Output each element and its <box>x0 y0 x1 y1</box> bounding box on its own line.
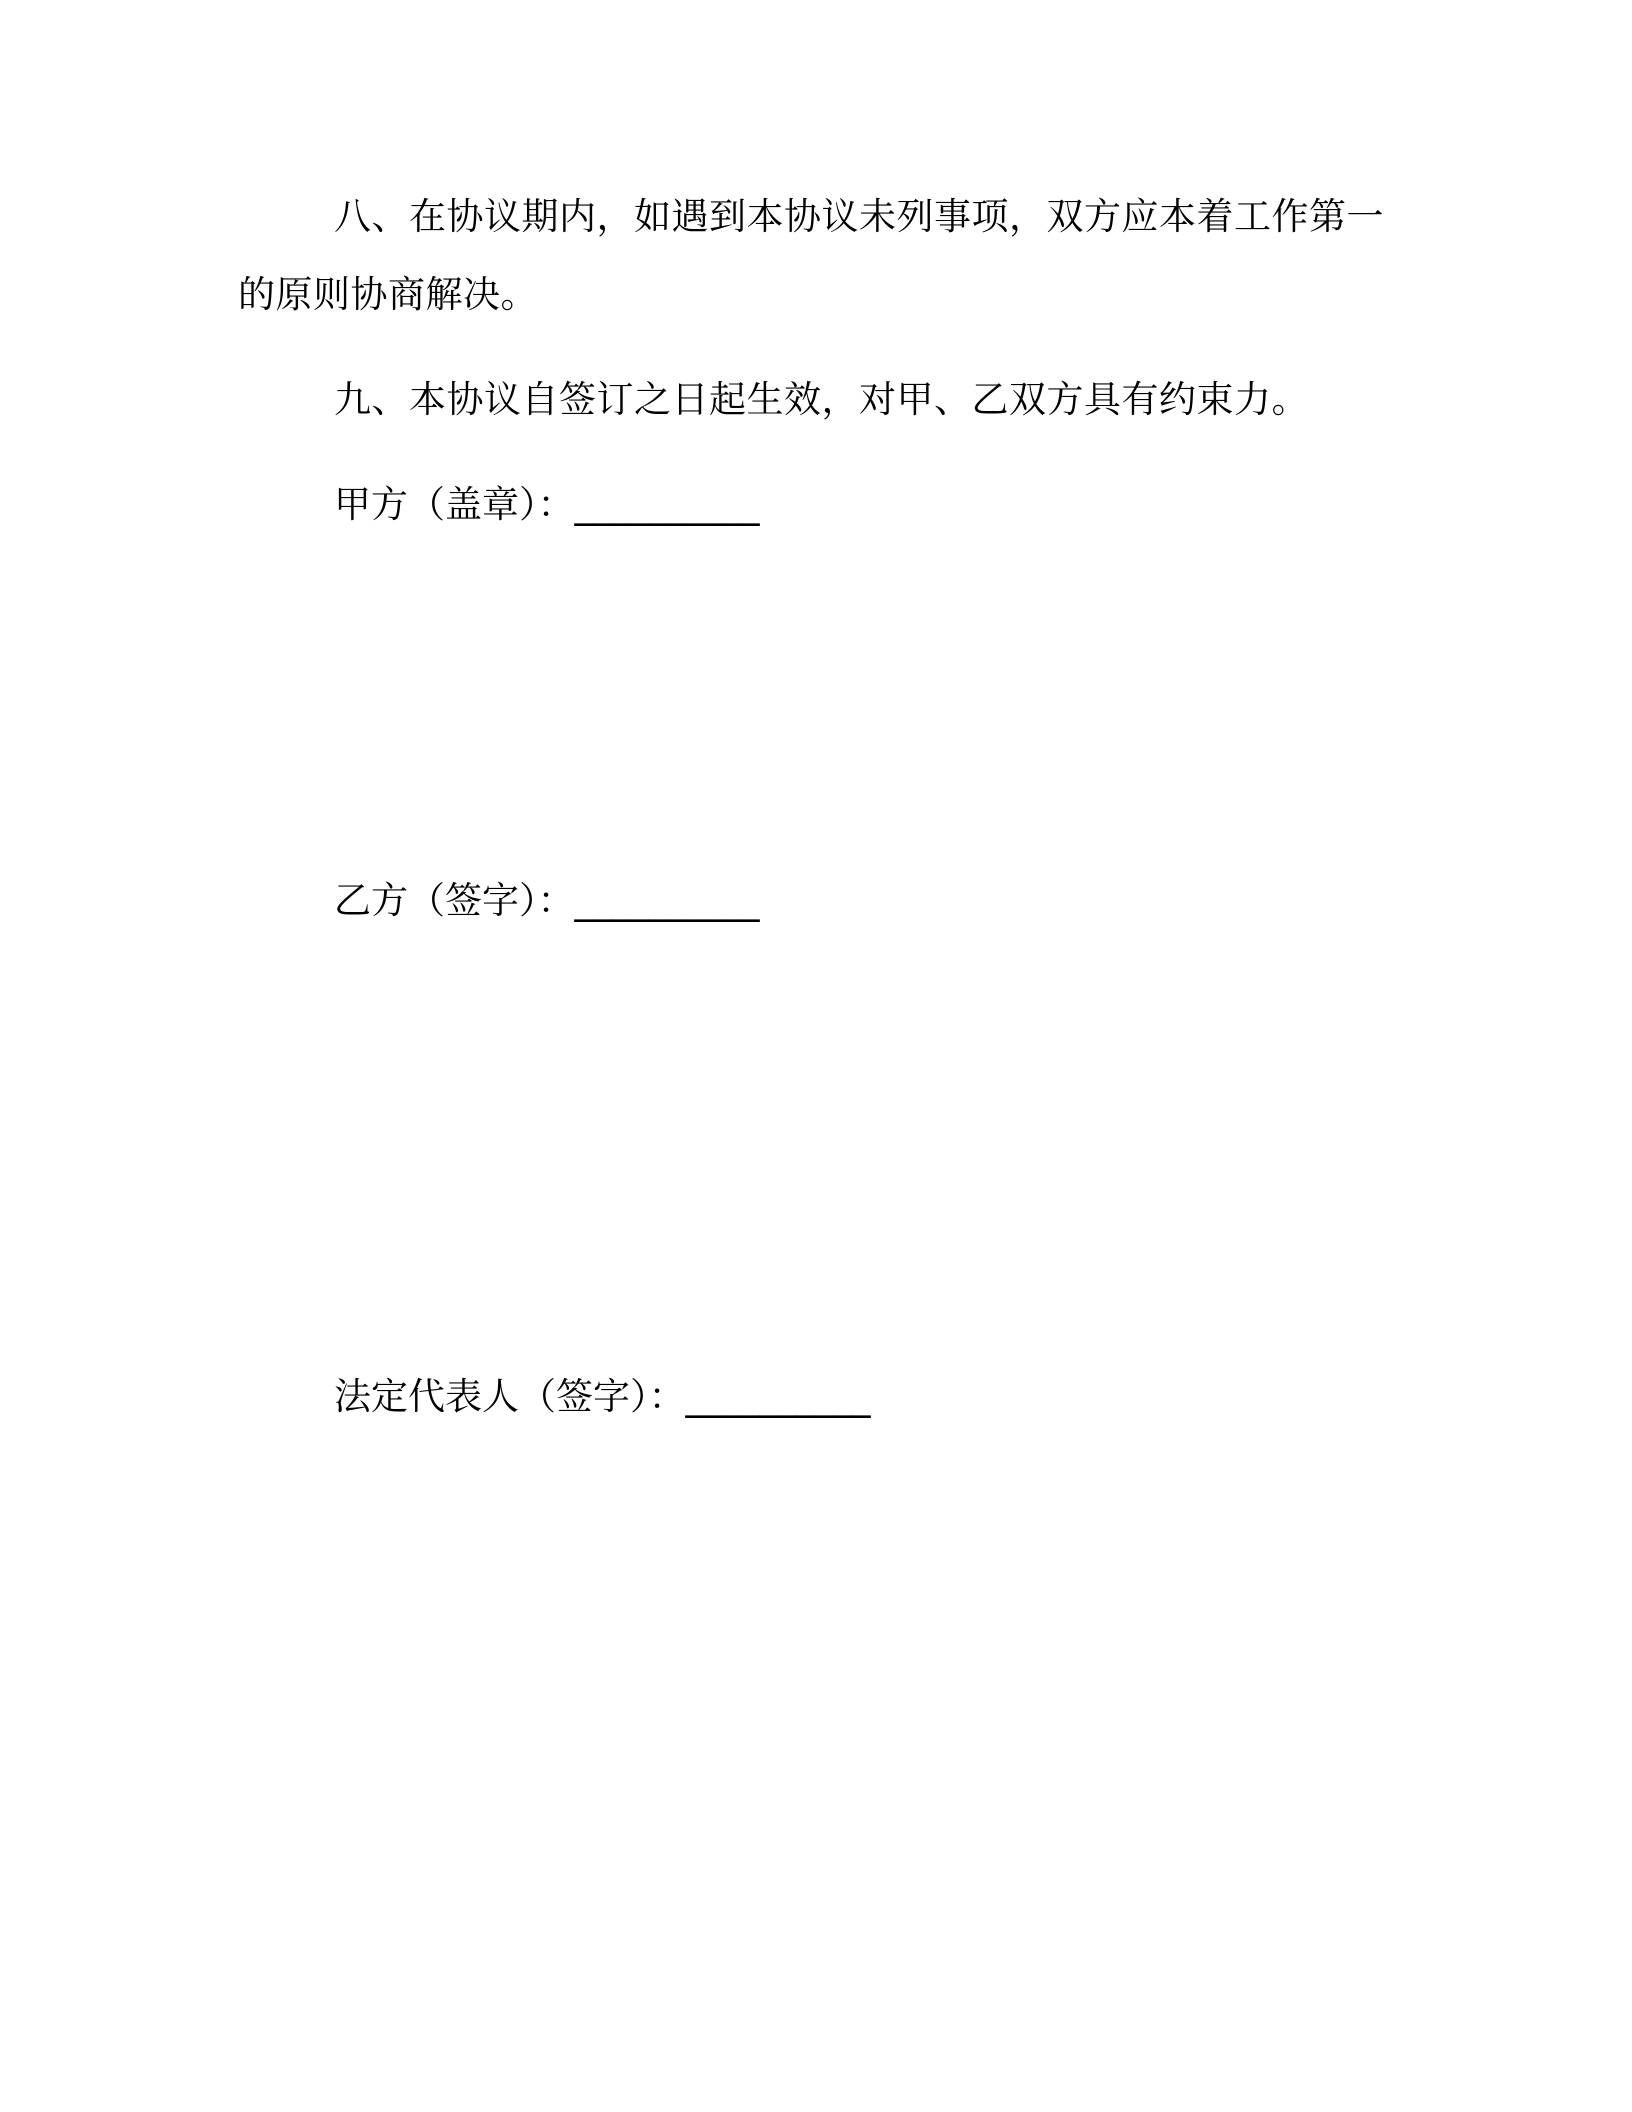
party-b-signature-line <box>334 862 760 940</box>
party-a-blank: __________ <box>574 483 760 526</box>
party-b-blank: __________ <box>574 879 760 922</box>
legal-rep-blank: __________ <box>685 1375 871 1418</box>
legal-rep-label: 法定代表人（签字）： <box>334 1375 686 1418</box>
party-a-signature-line <box>334 466 760 544</box>
legal-rep-signature-line <box>334 1358 871 1436</box>
clause-9-text: 九、本协议自签订之日起生效，对甲、乙双方具有约束力。 <box>334 378 1309 421</box>
clause-9-paragraph <box>238 361 1388 439</box>
clause-8-paragraph <box>238 178 1388 334</box>
party-a-label: 甲方（盖章）： <box>334 483 575 526</box>
clause-8-text: 八、在协议期内，如遇到本协议未列事项，双方应本着工作第一的原则协商解决。 <box>238 195 1384 316</box>
party-b-label: 乙方（签字）： <box>334 879 575 922</box>
